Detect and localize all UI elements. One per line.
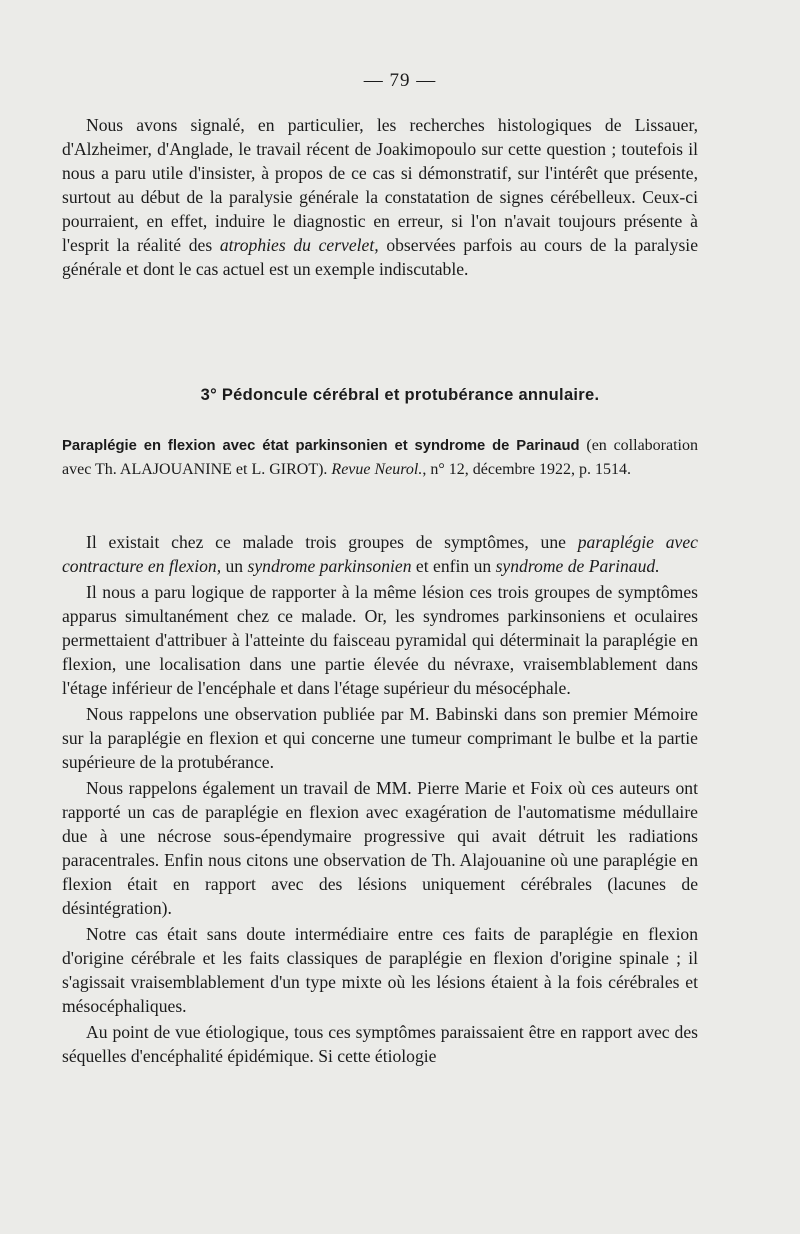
intro-text: Nous avons signalé, en particulier, les recherches histologiques de Lissauer, d'Alzheimer, d'Anglade, le travail récent de Joakimopoulo sur cette question ; toutefois il nous a paru utile d'insister, à propos de ce cas si démonstratif, sur l'intérêt que présente, surtout au début de la paralysie générale la constatation de signes cérébelleux. Ceux-ci pourraient, en effet, induire le diagnostic en erreur, si l'on n'avait toujours présente à l'esprit la réalité des xyxy=(62,115,698,255)
intro-emphasis: atrophies du cervelet, xyxy=(219,235,379,255)
body-text xyxy=(62,530,698,1070)
body-p1-text-b: un xyxy=(221,556,248,576)
body-p1-emphasis-2: syndrome parkinsonien xyxy=(247,556,412,576)
reference-journal: Revue Neurol. xyxy=(331,461,423,478)
intro-text-after: observées parfois au cours de la paralysie générale et dont le cas actuel est un exemple indiscutable. xyxy=(62,235,698,279)
body-paragraph-6: Au point de vue étiologique, tous ces symptômes paraissaient être en rapport avec des séquelles d'encéphalité épidémique. Si cette étiologie xyxy=(62,1022,698,1066)
bibliographic-reference xyxy=(62,434,698,481)
reference-details: , n° 12, décembre 1922, p. 1514. xyxy=(422,461,631,478)
body-paragraph-1 xyxy=(62,530,698,578)
body-paragraph-3: Nous rappelons une observation publiée par M. Babinski dans son premier Mémoire sur la paraplégie en flexion et qui concerne une tumeur comprimant le bulbe et la partie supérieure de la protubérance. xyxy=(62,704,698,772)
body-p1-text-c: et enfin un xyxy=(411,556,496,576)
body-p1-text-a: Il existait chez ce malade trois groupes de symptômes, une xyxy=(86,532,578,552)
body-paragraph-2: Il nous a paru logique de rapporter à la même lésion ces trois groupes de symptômes apparus simultanément chez ce malade. Or, les syndromes parkinsoniens et oculaires permettaient d'attribuer à l'atteinte du faisceau pyramidal qui déterminait la paraplégie en flexion, une localisation dans une partie élevée du névraxe, vraisemblablement dans l'étage inférieur de l'encéphale et dans l'étage supérieur du mésocéphale. xyxy=(62,582,698,698)
reference-title: Paraplégie en flexion avec état parkinsonien et syndrome de Parinaud xyxy=(62,438,580,454)
intro-paragraph xyxy=(62,113,698,281)
reference-authors: (en collaboration avec Th. ALAJOUANINE et L. GIROT). xyxy=(62,437,698,478)
page-number: — 79 — xyxy=(363,70,437,91)
section-heading: 3° Pédoncule cérébral et protubérance annulaire. xyxy=(200,386,600,404)
body-paragraph-5: Notre cas était sans doute intermédiaire entre ces faits de paraplégie en flexion d'origine cérébrale et les faits classiques de paraplégie en flexion d'origine spinale ; il s'agissait vraisemblablement d'un type mixte où les lésions étaient à la fois cérébrales et mésocéphaliques. xyxy=(62,924,698,1016)
body-p1-emphasis-1: paraplégie avec contracture en flexion, xyxy=(62,532,698,576)
body-paragraph-4: Nous rappelons également un travail de MM. Pierre Marie et Foix où ces auteurs ont rapporté un cas de paraplégie en flexion avec exagération de l'automatisme médullaire due à une nécrose sous-épendymaire progressive qui avait détruit les radiations paracentrales. Enfin nous citons une observation de Th. Alajouanine où une paraplégie en flexion était en rapport avec des lésions uniquement cérébrales (lacunes de désintégration). xyxy=(62,778,698,918)
body-p1-emphasis-3: syndrome de Parinaud. xyxy=(495,556,660,576)
